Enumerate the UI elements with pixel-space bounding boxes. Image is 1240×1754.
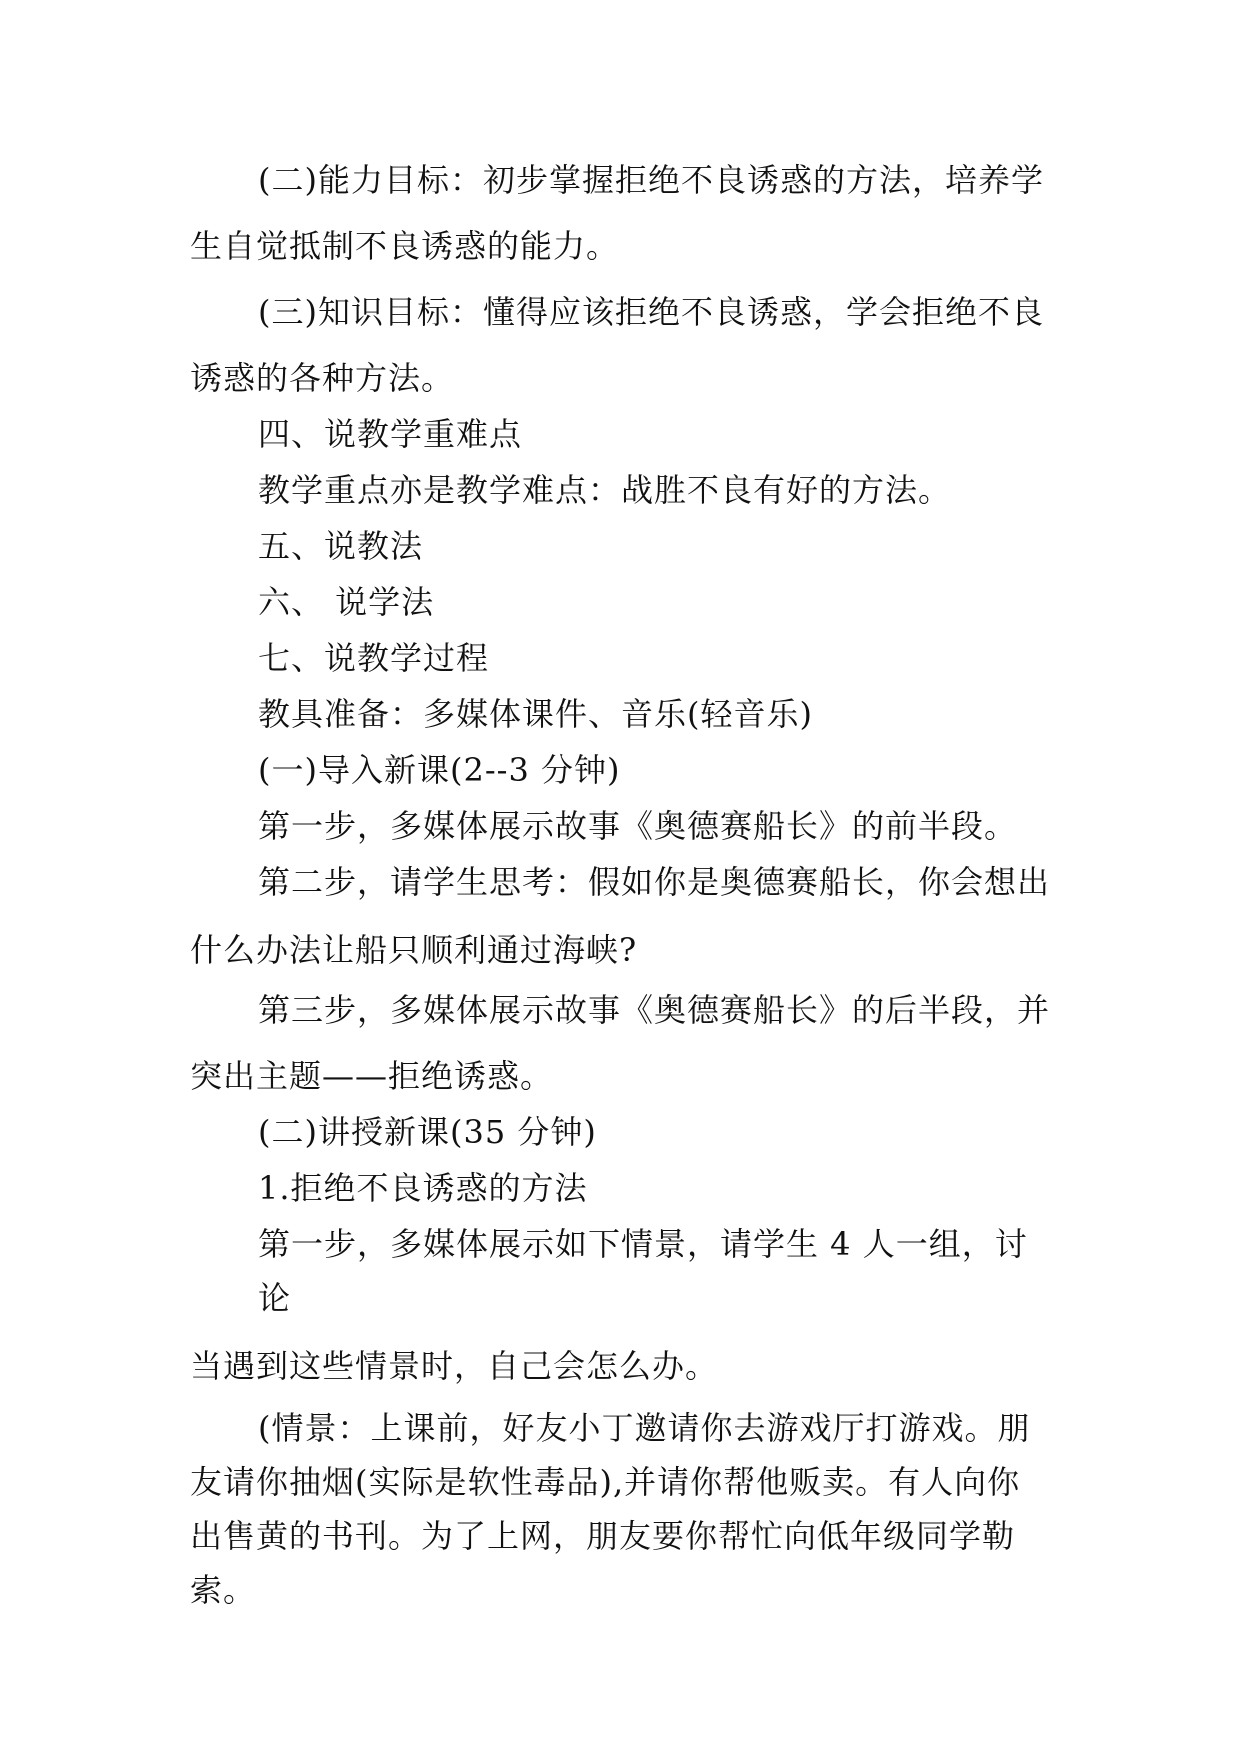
paragraph-line: 生自觉抵制不良诱惑的能力。: [190, 227, 620, 265]
subsection-heading: (二)讲授新课(35 分钟): [258, 1113, 597, 1151]
subsection-heading: (一)导入新课(2--3 分钟): [258, 751, 621, 789]
paragraph-line: 出售黄的书刊。为了上网，朋友要你帮忙向低年级同学勒: [190, 1517, 1016, 1555]
paragraph-line: 当遇到这些情景时，自己会怎么办。: [190, 1347, 719, 1385]
paragraph-line: (三)知识目标：懂得应该拒绝不良诱惑，学会拒绝不良: [258, 293, 1044, 331]
section-heading: 七、说教学过程: [258, 639, 490, 677]
paragraph-line: 教学重点亦是教学难点：战胜不良有好的方法。: [258, 471, 952, 509]
paragraph-line: 诱惑的各种方法。: [190, 359, 455, 397]
paragraph-line: 第一步，多媒体展示如下情景，请学生 4 人一组，讨: [258, 1225, 1028, 1263]
paragraph-line: (情景：上课前，好友小丁邀请你去游戏厅打游戏。朋: [258, 1409, 1031, 1447]
paragraph-line: 第二步，请学生思考：假如你是奥德赛船长，你会想出: [258, 863, 1051, 901]
paragraph-line: 教具准备：多媒体课件、音乐(轻音乐): [258, 695, 813, 733]
section-heading: 五、说教法: [258, 527, 424, 565]
paragraph-line: 友请你抽烟(实际是软性毒品),并请你帮他贩卖。有人向你: [190, 1463, 1021, 1501]
paragraph-line: (二)能力目标：初步掌握拒绝不良诱惑的方法，培养学: [258, 161, 1044, 199]
paragraph-line: 突出主题——拒绝诱惑。: [190, 1057, 554, 1095]
subsection-heading: 1.拒绝不良诱惑的方法: [258, 1169, 588, 1207]
paragraph-line: 什么办法让船只顺利通过海峡?: [190, 931, 638, 969]
paragraph-line: 索。: [190, 1571, 257, 1609]
paragraph-line: 第三步，多媒体展示故事《奥德赛船长》的后半段，并: [258, 991, 1051, 1029]
paragraph-line: 论: [258, 1279, 292, 1317]
paragraph-line: 第一步，多媒体展示故事《奥德赛船长》的前半段。: [258, 807, 1018, 845]
section-heading: 六、 说学法: [258, 583, 435, 621]
section-heading: 四、说教学重难点: [258, 415, 523, 453]
